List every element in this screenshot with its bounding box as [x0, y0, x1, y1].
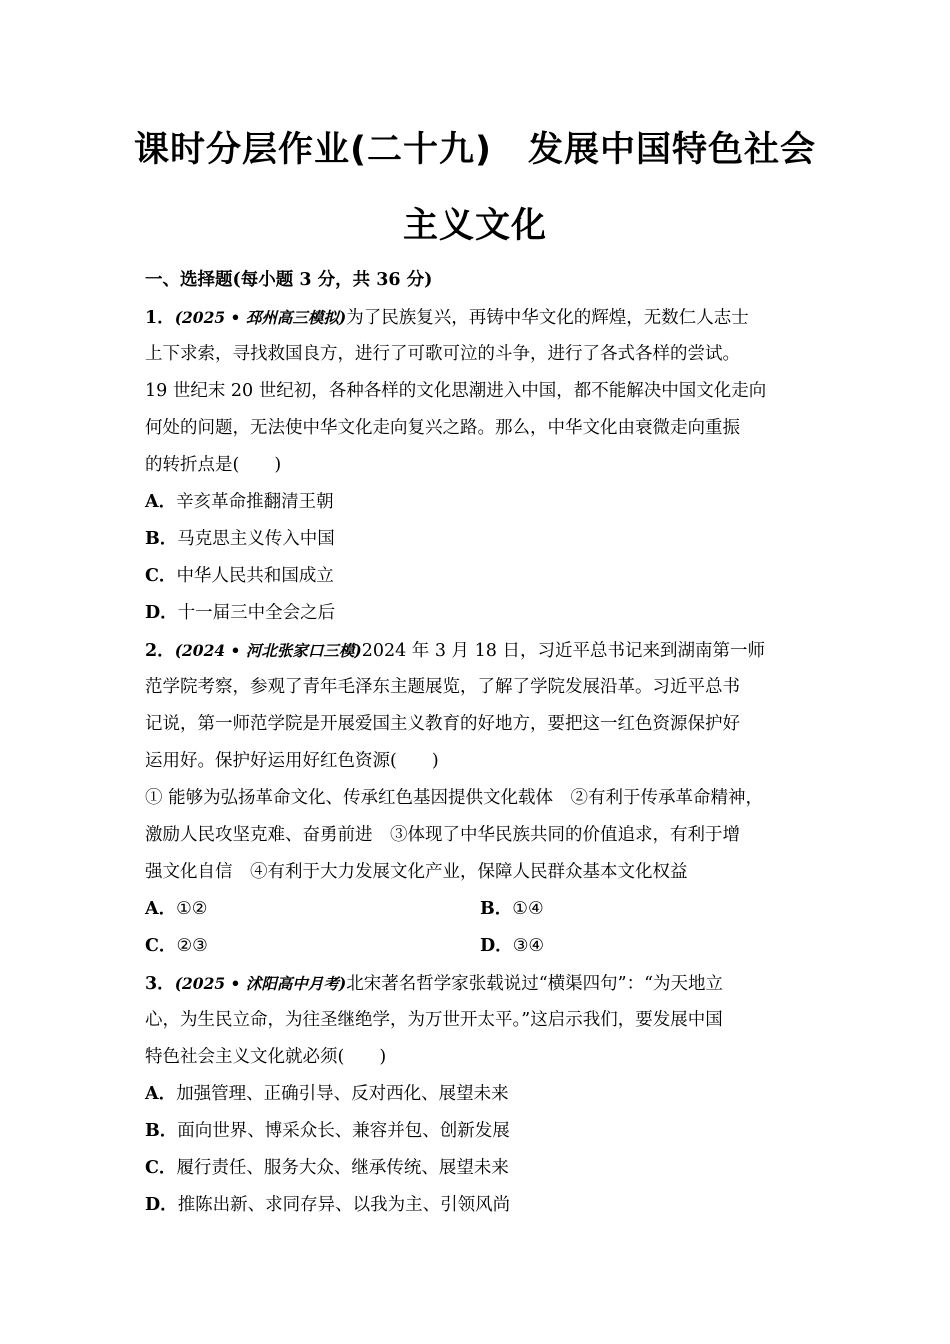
question-text-line: 记说，第一师范学院是开展爱国主义教育的好地方，要把这一红色资源保护好 [145, 714, 740, 734]
option-d [145, 595, 825, 632]
option-label: B． [145, 1121, 178, 1141]
option-label: D． [480, 936, 513, 956]
option-b [145, 521, 825, 558]
option-b [480, 891, 544, 928]
section-heading: 一、选择题(每小题 3 分，共 36 分) [145, 270, 433, 290]
statement-line: 激励人民攻坚克难、奋勇前进 ③体现了中华民族共同的价值追求，有利于增 [145, 825, 740, 845]
option-text: 十一届三中全会之后 [177, 603, 336, 623]
question-text: 2024 年 3 月 18 日，习近平总书记来到湖南第一师 [361, 641, 765, 661]
option-text: 推陈出新、求同存异、以我为主、引领风尚 [177, 1195, 511, 1215]
option-label: C． [145, 566, 177, 586]
option-text: 加强管理、正确引导、反对西化、展望未来 [176, 1084, 509, 1104]
question-text-line: 19 世纪末 20 世纪初，各种各样的文化思潮进入中国，都不能解决中国文化走向 [145, 381, 767, 401]
page-title-line2: 主义文化 [402, 206, 547, 246]
question-number: 2． [145, 641, 175, 661]
question-number: 1． [145, 308, 175, 328]
question-2-line-1 [145, 632, 825, 669]
question-text-line: 运用好。保护好运用好红色资源( ) [145, 751, 439, 771]
question-source: (2025 • 沭阳高中月考) [174, 974, 347, 993]
question-text-line: 何处的问题，无法使中华文化走向复兴之路。那么，中华文化由衰微走向重振 [145, 418, 740, 438]
option-d [480, 928, 544, 965]
option-text: ③④ [512, 936, 545, 956]
option-a [145, 891, 480, 928]
question-text: 为了民族复兴，再铸中华文化的辉煌，无数仁人志士 [346, 308, 749, 328]
option-text: 履行责任、服务大众、继承传统、展望未来 [176, 1158, 509, 1178]
title-part2: 发展中国特色社会 [527, 130, 816, 170]
option-c [145, 558, 825, 595]
option-c [145, 928, 480, 965]
statement-line: ① 能够为弘扬革命文化、传承红色基因提供文化载体 ②有利于传承革命精神， [145, 788, 764, 808]
question-text-line: 上下求索，寻找救国良方，进行了可歌可泣的斗争，进行了各式各样的尝试。 [145, 344, 740, 364]
question-source: (2025 • 邳州高三模拟) [174, 308, 347, 327]
question-source: (2024 • 河北张家口三模) [174, 641, 362, 660]
question-text-line: 范学院考察，参观了青年毛泽东主题展览，了解了学院发展沿革。习近平总书 [145, 677, 740, 697]
option-text: 中华人民共和国成立 [176, 566, 334, 586]
option-label: A． [145, 1084, 177, 1104]
option-label: B． [480, 899, 513, 919]
option-text: ②③ [176, 936, 208, 956]
title-part1: 课时分层作业(二十九) [133, 130, 492, 170]
option-row [145, 891, 825, 928]
question-3-line-1 [145, 965, 825, 1002]
option-a [145, 1076, 825, 1113]
option-d [145, 1187, 825, 1224]
question-1-line-1 [145, 299, 825, 336]
option-row [145, 928, 825, 965]
option-c [145, 1150, 825, 1187]
option-label: D． [145, 1195, 178, 1215]
question-text-line: 特色社会主义文化就必须( ) [145, 1047, 387, 1067]
option-b [145, 1113, 825, 1150]
option-label: A． [145, 899, 177, 919]
question-text-line: 的转折点是( ) [145, 455, 282, 475]
option-label: B． [145, 529, 178, 549]
question-text-line: 心，为生民立命，为往圣继绝学，为万世开太平。”这启示我们，要发展中国 [145, 1010, 723, 1030]
option-text: ①④ [512, 899, 544, 919]
option-text: 面向世界、博采众长、兼容并包、创新发展 [177, 1121, 510, 1141]
option-label: A． [145, 492, 177, 512]
option-text: 马克思主义传入中国 [177, 529, 335, 549]
question-number: 3． [145, 974, 175, 994]
option-label: C． [145, 1158, 177, 1178]
option-text: 辛亥革命推翻清王朝 [176, 492, 334, 512]
statement-line: 强文化自信 ④有利于大力发展文化产业，保障人民群众基本文化权益 [145, 862, 688, 882]
page-title [0, 128, 950, 172]
document-body [145, 262, 825, 1224]
option-text: ①② [176, 899, 208, 919]
question-text: 北宋著名哲学家张载说过“横渠四句”：“为天地立 [346, 974, 724, 994]
option-a [145, 484, 825, 521]
option-label: D． [145, 603, 178, 623]
option-label: C． [145, 936, 177, 956]
